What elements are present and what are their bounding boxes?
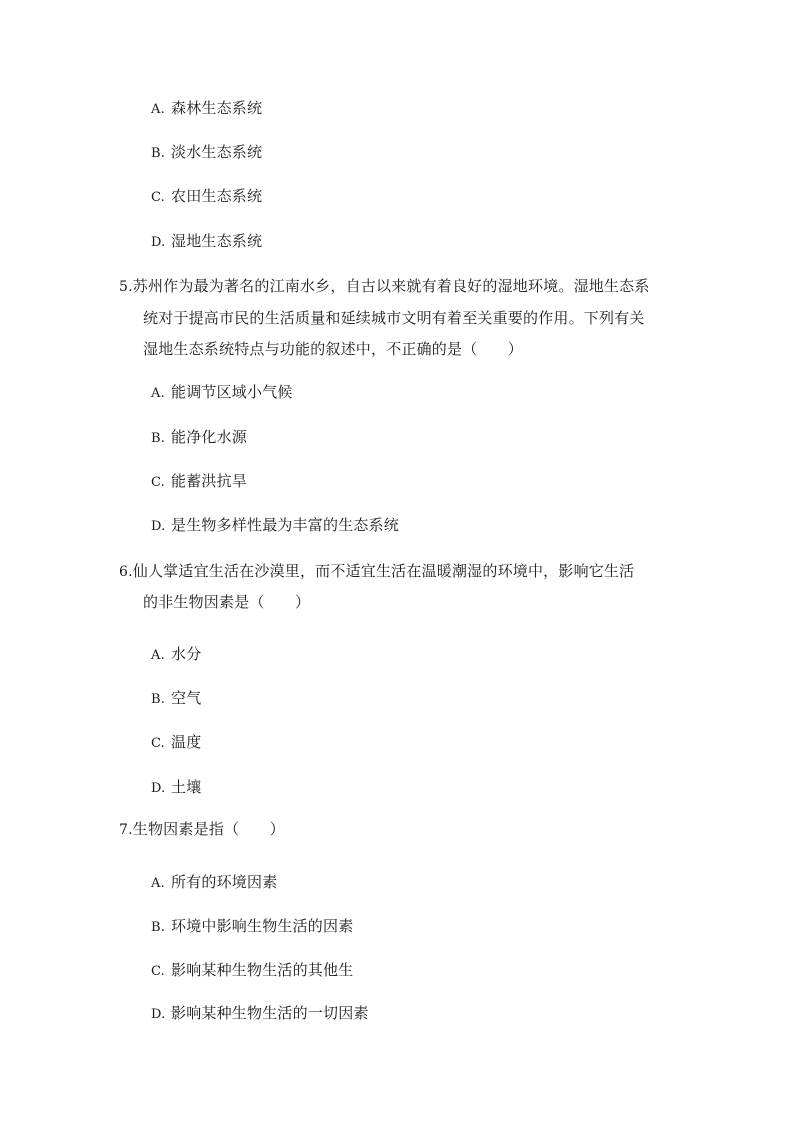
q7-option-c: [151, 960, 353, 982]
question-text: 生物因素是指（ ）: [132, 820, 285, 838]
q7-option-a: [151, 872, 277, 894]
option-letter: B.: [151, 146, 166, 161]
option-letter: D.: [151, 235, 166, 250]
option-letter: B.: [151, 920, 166, 935]
option-letter: A.: [151, 386, 165, 401]
option-text: 森林生态系统: [171, 99, 263, 117]
q6-option-c: [151, 732, 201, 754]
option-text: 能蓄洪抗旱: [171, 472, 248, 490]
q4-option-c: [151, 186, 262, 208]
option-text: 淡水生态系统: [171, 143, 263, 161]
q5-stem-line-2: 统对于提高市民的生活质量和延续城市文明有着至关重要的作用。下列有关: [143, 309, 645, 327]
option-letter: C.: [151, 964, 166, 979]
option-text: 土壤: [171, 778, 202, 796]
option-text: 影响某种生物生活的其他生: [171, 961, 354, 979]
q5-option-c: [151, 471, 247, 493]
option-letter: C.: [151, 475, 166, 490]
q5-stem-line-1: [119, 276, 650, 297]
q6-stem-line-1: [119, 561, 634, 582]
option-text: 湿地生态系统: [171, 232, 263, 250]
option-letter: D.: [151, 1007, 166, 1022]
q6-option-a: [151, 644, 201, 666]
question-text: 仙人掌适宜生活在沙漠里，而不适宜生活在温暖潮湿的环境中，影响它生活: [132, 562, 635, 580]
option-letter: A.: [151, 648, 165, 663]
option-letter: D.: [151, 519, 166, 534]
q4-option-d: [151, 231, 262, 253]
option-letter: B.: [151, 692, 166, 707]
option-letter: C.: [151, 190, 166, 205]
question-text: 苏州作为最为著名的江南水乡，自古以来就有着良好的湿地环境。湿地生态系: [132, 277, 650, 295]
option-text: 是生物多样性最为丰富的生态系统: [171, 516, 400, 534]
option-text: 能净化水源: [171, 428, 248, 446]
q6-stem-line-2: 的非生物因素是（ ）: [143, 593, 311, 611]
q5-option-d: [151, 515, 399, 537]
option-letter: B.: [151, 431, 166, 446]
q4-option-a: [151, 98, 262, 120]
q5-stem-line-3: 湿地生态系统特点与功能的叙述中，不正确的是（ ）: [143, 340, 524, 358]
question-number: 6.: [119, 564, 133, 580]
q6-option-d: [151, 777, 201, 799]
q7-stem-line-1: [119, 819, 285, 840]
option-text: 能调节区域小气候: [171, 383, 293, 401]
option-letter: C.: [151, 736, 166, 751]
q7-option-b: [151, 916, 353, 938]
option-letter: A.: [151, 102, 165, 117]
q6-option-b: [151, 688, 201, 710]
q4-option-b: [151, 142, 262, 164]
option-text: 环境中影响生物生活的因素: [171, 917, 354, 935]
option-text: 水分: [171, 645, 202, 663]
question-number: 7.: [119, 822, 133, 838]
option-text: 农田生态系统: [171, 187, 263, 205]
option-letter: D.: [151, 781, 166, 796]
option-letter: A.: [151, 876, 165, 891]
option-text: 所有的环境因素: [171, 873, 278, 891]
option-text: 温度: [171, 733, 202, 751]
q5-option-b: [151, 427, 247, 449]
q5-option-a: [151, 382, 293, 404]
q7-option-d: [151, 1003, 369, 1025]
question-number: 5.: [119, 279, 133, 295]
option-text: 影响某种生物生活的一切因素: [171, 1004, 369, 1022]
option-text: 空气: [171, 689, 202, 707]
